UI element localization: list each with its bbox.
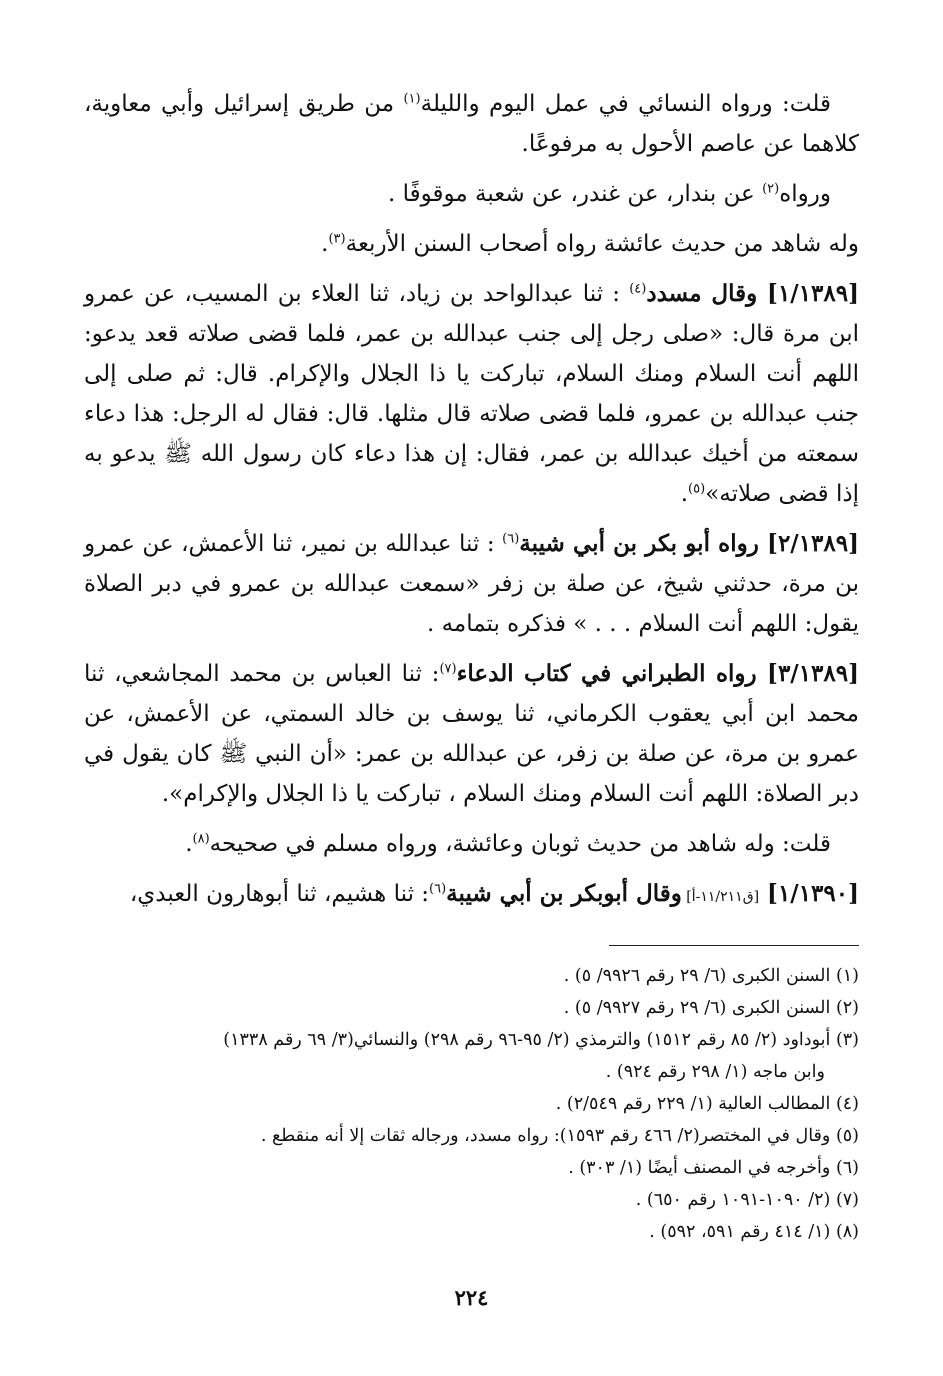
footnote-ref: (٧) [439, 661, 457, 677]
footnote-ref: (٤) [629, 281, 647, 297]
entry-heading: [٢/١٣٨٩] رواه أبو بكر بن أبي شيبة [519, 530, 859, 557]
footnote-number: (٨) [835, 1222, 859, 1242]
footnote-text: السنن الكبرى (٦/ ٢٩ رقم ٩٩٢٧/ ٥) . [563, 998, 831, 1018]
footnote-number: (٣) [835, 1030, 859, 1050]
footnote [84, 1184, 859, 1216]
footnote-number: (١) [835, 966, 859, 986]
text-run: عن بندار، عن غندر، عن شعبة موقوفًا . [387, 181, 763, 207]
footnote-number: (٤) [835, 1094, 859, 1114]
footnote-divider [609, 945, 859, 946]
text-run: : ثنا عبدالله بن نمير، ثنا الأعمش، عن عمرو بن مرة، حدثني شيخ، عن صلة بن زفر «سمعت عبدالله بن عمرو في دبر الصلاة يقول: اللهم أنت السلام . . . » فذكره بتمامه . [84, 531, 859, 637]
text-run: ورواه [779, 181, 831, 207]
footnote-text: وقال في المختصر(٢/ ٤٦٦ رقم ١٥٩٣): رواه مسدد، ورجاله ثقات إلا أنه منقطع . [260, 1126, 831, 1146]
footnote [84, 992, 859, 1024]
text-run: . [185, 831, 193, 857]
footnote-number: (٧) [835, 1190, 859, 1210]
footnote-text: أبوداود (٢/ ٨٥ رقم ١٥١٢) والترمذي (٢/ ٩٥-٩٦ رقم ٢٩٨) والنسائي(٣/ ٦٩ رقم ١٣٣٨) [223, 1030, 831, 1050]
text-run: قلت: ورواه النسائي في عمل اليوم والليلة [420, 91, 831, 117]
paragraph [84, 524, 859, 644]
footnote-number: (٢) [835, 998, 859, 1018]
text-run: : ثنا العباس بن محمد المجاشعي، ثنا محمد ابن أبي يعقوب الكرماني، ثنا يوسف بن خالد السمتي، عن الأعمش، عن عمرو بن مرة، عن صلة بن زفر، عن عبدالله بن عمر: «أن النبي ﷺ كان يقول في دبر الصلاة: اللهم أنت السلام ومنك السلام ، تباركت يا ذا الجلال والإكرام». [84, 661, 859, 807]
entry-heading: [١/١٣٨٩] وقال مسدد [646, 280, 860, 307]
footnote-number: (٥) [835, 1126, 859, 1146]
footnote-text: المطالب العالية (١/ ٢٢٩ رقم ٢/٥٤٩) . [555, 1094, 831, 1114]
text-run: قلت: وله شاهد من حديث ثوبان وعائشة، ورواه مسلم في صحيحه [209, 831, 831, 857]
entry-heading: وقال أبوبكر بن أبي شيبة [446, 880, 682, 907]
paragraph [84, 174, 859, 214]
footnote [84, 1088, 859, 1120]
paragraph [84, 874, 859, 917]
main-text [84, 84, 859, 917]
text-run: من طريق إسرائيل وأبي معاوية، كلاهما عن عاصم الأحول به مرفوعًا. [84, 91, 859, 157]
footnote-ref: (٨) [192, 831, 210, 847]
paragraph [84, 654, 859, 814]
text-run: . [321, 231, 329, 257]
footnote [84, 1024, 859, 1088]
footnotes [84, 960, 859, 1248]
footnote-ref: (٣) [328, 231, 346, 247]
text-run: : ثنا عبدالواحد بن زياد، ثنا العلاء بن المسيب، عن عمرو ابن مرة قال: «صلى رجل إلى جنب عبدالله بن عمر، فلما قضى صلاته قعد يدعو: اللهم أنت السلام ومنك السلام، تباركت يا ذا الجلال والإكرام. قال: ثم صلى إلى جنب عبدالله بن عمرو، فلما قضى صلاته قال مثلها. قال: فقال له الرجل: هذا دعاء سمعته من أخيك عبدالله بن عمر، فقال: إن هذا دعاء كان رسول الله ﷺ يدعو به إذا قضى صلاته» [84, 281, 859, 507]
text-run: وله شاهد من حديث عائشة رواه أصحاب السنن الأربعة [345, 231, 859, 257]
footnote-text: (١/ ٤١٤ رقم ٥٩١، ٥٩٢) . [649, 1222, 831, 1242]
footnote-text: السنن الكبرى (٦/ ٢٩ رقم ٩٩٢٦/ ٥) . [563, 966, 831, 986]
paragraph [84, 84, 859, 164]
footnote-ref: (٥) [688, 481, 706, 497]
entry-heading: [١/١٣٩٠] [759, 880, 859, 907]
footnote-continuation: وابن ماجه (١/ ٢٩٨ رقم ٩٢٤) . [605, 1062, 825, 1082]
paragraph [84, 824, 859, 864]
footnote [84, 1120, 859, 1152]
footnote-text: وأخرجه في المصنف أيضًا (١/ ٣٠٣) . [568, 1158, 831, 1178]
footnote-text: (٢/ ١٠٩٠-١٠٩١ رقم ٦٥٠) . [635, 1190, 831, 1210]
footnote-number: (٦) [835, 1158, 859, 1178]
paragraph [84, 274, 859, 514]
manuscript-ref: [ق١١/٢١١-أ] [681, 889, 760, 905]
page-number: ٢٢٤ [454, 1285, 489, 1310]
footnote-ref: (٦) [429, 881, 447, 897]
footnote [84, 1152, 859, 1184]
text-run: . [680, 481, 689, 507]
footnote [84, 960, 859, 992]
entry-heading: [٣/١٣٨٩] رواه الطبراني في كتاب الدعاء [456, 660, 859, 687]
footnote-ref: (٢) [762, 181, 780, 197]
footnote-ref: (١) [403, 91, 421, 107]
footnote-ref: (٦) [502, 531, 520, 547]
paragraph [84, 224, 859, 264]
text-run: : ثنا هشيم، ثنا أبوهارون العبدي، [129, 881, 430, 907]
footnote [84, 1216, 859, 1248]
